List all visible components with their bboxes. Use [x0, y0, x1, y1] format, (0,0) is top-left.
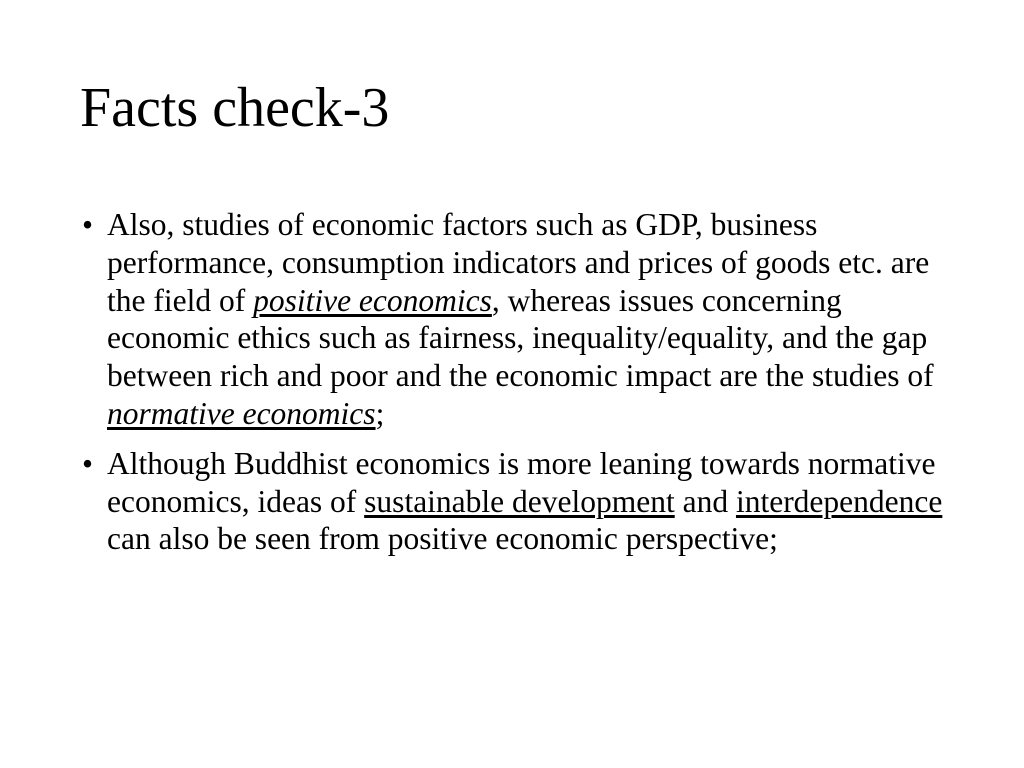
bullet-item-buddhist-economics — [76, 445, 946, 558]
bullet-2-text-part-2: and — [674, 483, 736, 519]
bullet-dot-icon: • — [82, 207, 94, 242]
bullet-1-text-part-1: Also, studies of economic factors such as GDP, business performance, consumption indicators and prices of goods etc. are the field of — [107, 207, 930, 318]
term-positive-economics: positive economics — [253, 282, 492, 318]
bullet-1-text-part-3: ; — [375, 395, 385, 431]
term-sustainable-development: sustainable development — [364, 483, 675, 519]
bullet-item-positive-normative — [76, 206, 946, 433]
term-interdependence: interdependence — [735, 483, 943, 519]
bullet-list — [76, 206, 946, 570]
term-normative-economics: normative economics — [107, 395, 376, 431]
slide-title: Facts check-3 — [80, 77, 390, 139]
bullet-1-text-part-2: , whereas issues concerning economic ethics such as fairness, inequality/equality, and the gap between rich and poor and the economic impact are the studies of — [107, 282, 934, 394]
bullet-dot-icon: • — [82, 445, 94, 481]
bullet-2-text-part-1: Although Buddhist economics is more leaning towards normative economics, ideas of — [107, 445, 936, 519]
bullet-2-text-part-3: can also be seen from positive economic perspective; — [107, 521, 778, 557]
